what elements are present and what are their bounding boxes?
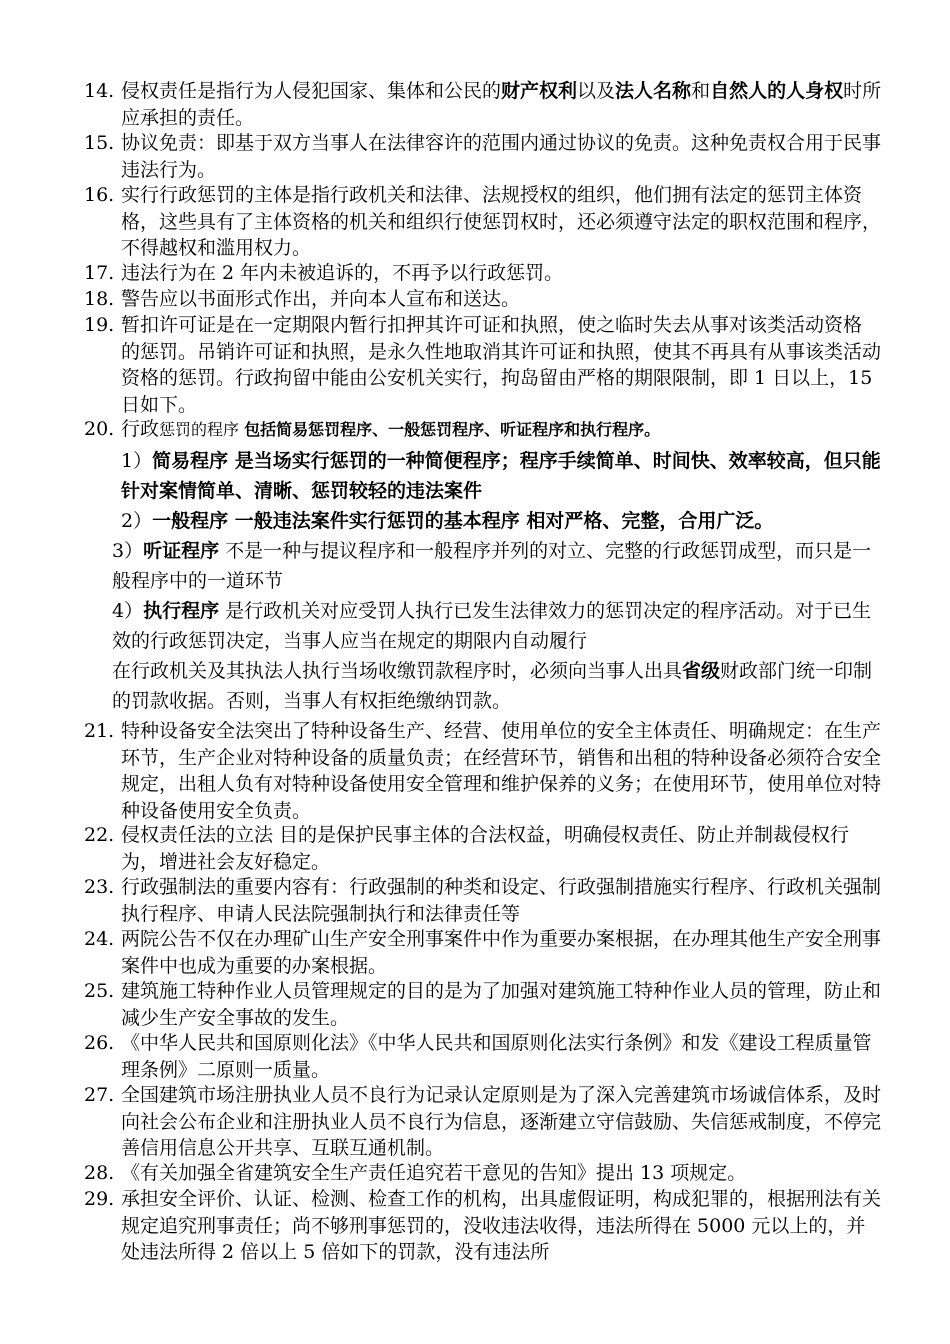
list-item-20 [84,416,884,444]
item-number: 17. [84,262,115,284]
list-item-28 [84,1160,884,1187]
item-number: 26. [84,1032,115,1054]
item-text: 建筑施工特种作业人员管理规定的目的是为了加强对建筑施工特种作业人员的管理，防止和减少生产安全事故的发生。 [121,980,882,1029]
item-text: 暂扣许可证是在一定期限内暂行扣押其许可证和执照，使之临时失去从事对该类活动资格 的惩罚。吊销许可证和执照，是永久性地取消其许可证和执照，使其不再具有从事该类活动资格的惩罚。行政拘留中能由公安机关实行，拘岛留由严格的期限限制，即 1 日以上，15 日如下。 [121,314,882,416]
fine-receipt-note [112,656,887,716]
procedure-title: 一般程序 [152,510,229,532]
item-number: 14. [84,80,115,102]
item-text: 《中华人民共和国原则化法》《中华人民共和国原则化法实行条例》和发《建设工程质量管理条例》二原则一质量。 [121,1032,872,1081]
item-number: 23. [84,876,115,898]
procedure-text: 一般违法案件实行惩罚的基本程序 相对严格、完整，合用广泛。 [228,510,774,532]
item-text: 《有关加强全省建筑安全生产责任追究若干意见的告知》提出 13 项规定。 [121,1162,747,1184]
bold-term: 法人名称 [615,80,692,102]
item-number: 22. [84,824,115,846]
text-run: 在行政机关及其执法人执行当场收缴罚款程序时，必须向当事人出具 [112,660,683,682]
item-number: 29. [84,1188,115,1210]
list-item-22 [84,822,884,875]
procedure-number: 3） [112,540,144,562]
text-run: 财政部门统一印制的罚款收据。否则，当事人有权拒绝缴纳罚款。 [112,660,873,712]
list-item-14 [84,78,884,131]
item-number: 28. [84,1162,115,1184]
item-number: 20. [84,418,115,440]
item-number: 19. [84,314,115,336]
item-text: 全国建筑市场注册执业人员不良行为记录认定原则是为了深入完善建筑市场诚信体系，及时向社会公布企业和注册执业人员不良行为信息，逐渐建立守信鼓励、失信惩戒制度，不停完善信用信息公开共享、互联互通机制。 [121,1084,882,1159]
text-run: 行政 [121,418,160,440]
item-number: 18. [84,288,115,310]
list-item-26 [84,1030,884,1083]
bold-term: 自然人的人身权 [710,80,844,102]
list-item-21 [84,718,884,824]
list-item-27 [84,1082,884,1162]
item-text: 协议免责：即基于双方当事人在法律容许的范围内通过协议的免责。这种免责权合用于民事违法行为。 [121,132,882,181]
item-text: 承担安全评价、认证、检测、检查工作的机构，出具虚假证明，构成犯罪的，根据刑法有关规定追究刑事责任；尚不够刑事惩罚的，没收违法收得，违法所得在 5000 元以上的，并处违法所得 2 倍以上 5 倍如下的罚款，没有违法所 [121,1188,882,1263]
procedure-text: 是行政机关对应受罚人执行已发生法律效力的惩罚决定的程序活动。对于已生效的行政惩罚决定，当事人应当在规定的期限内自动履行 [112,600,872,652]
item-text [121,78,884,131]
procedure-execution [112,596,887,656]
list-item-24 [84,926,884,979]
procedure-hearing [112,536,887,596]
bold-term: 省级 [682,660,721,682]
item-number: 15. [84,132,115,154]
procedure-title: 听证程序 [143,540,220,562]
list-item-16 [84,182,884,262]
procedure-title: 简易程序 [152,450,229,472]
text-run: 以及 [577,80,616,102]
item-text [121,416,884,444]
item-number: 21. [84,720,115,742]
procedure-text: 不是一种与提议程序和一般程序并列的对立、完整的行政惩罚成型，而只是一般程序中的一道环节 [112,540,872,592]
list-item-25 [84,978,884,1031]
item-text: 警告应以书面形式作出，并向本人宣布和送达。 [121,288,521,310]
procedure-simple [121,446,891,506]
item-text: 侵权责任法的立法 目的是保护民事主体的合法权益，明确侵权责任、防止并制裁侵权行为，增进社会友好稳定。 [121,824,850,873]
bold-term: 财产权利 [501,80,578,102]
list-item-15 [84,130,884,183]
item-text: 违法行为在 2 年内未被追诉的，不再予以行政惩罚。 [121,262,564,284]
procedure-number: 4） [112,600,144,622]
item-number: 16. [84,184,115,206]
text-run: 侵权责任是指行为人侵犯国家、集体和公民的 [121,80,502,102]
text-run: 时所应承担的责任。 [121,80,882,129]
procedure-title: 执行程序 [143,600,220,622]
procedure-number: 2） [121,510,153,532]
item-text: 实行行政惩罚的主体是指行政机关和法律、法规授权的组织，他们拥有法定的惩罚主体资格，这些具有了主体资格的机关和组织行使惩罚权时，还必须遵守法定的职权范围和程序，不得越权和滥用权力。 [121,184,882,259]
list-item-19 [84,312,884,418]
text-run: 惩罚的程序 [159,420,245,439]
item-number: 25. [84,980,115,1002]
item-text: 行政强制法的重要内容有：行政强制的种类和设定、行政强制措施实行程序、行政机关强制执行程序、申请人民法院强制执行和法律责任等 [121,876,882,925]
item-number: 27. [84,1084,115,1106]
text-run: 和 [691,80,711,102]
list-item-18 [84,286,884,313]
procedure-number: 1） [121,450,153,472]
procedure-general [121,506,891,536]
procedure-text: 是当场实行惩罚的一种简便程序；程序手续简单、时间快、效率较高，但只能针对案情简单、清晰、惩罚较轻的违法案件 [121,450,881,502]
list-item-17 [84,260,884,287]
item-number: 24. [84,928,115,950]
list-item-23 [84,874,884,927]
item-text: 两院公告不仅在办理矿山生产安全刑事案件中作为重要办案根据，在办理其他生产安全刑事案件中也成为重要的办案根据。 [121,928,882,977]
list-item-29 [84,1186,884,1266]
item-text: 特种设备安全法突出了特种设备生产、经营、使用单位的安全主体责任、明确规定：在生产环节，生产企业对特种设备的质量负责；在经营环节，销售和出租的特种设备必须符合安全规定，出租人负有对特种设备使用安全管理和维护保养的义务；在使用环节，使用单位对特种设备使用安全负责。 [121,720,882,822]
bold-term: 包括简易惩罚程序、一般惩罚程序、听证程序和执行程序。 [244,420,661,439]
